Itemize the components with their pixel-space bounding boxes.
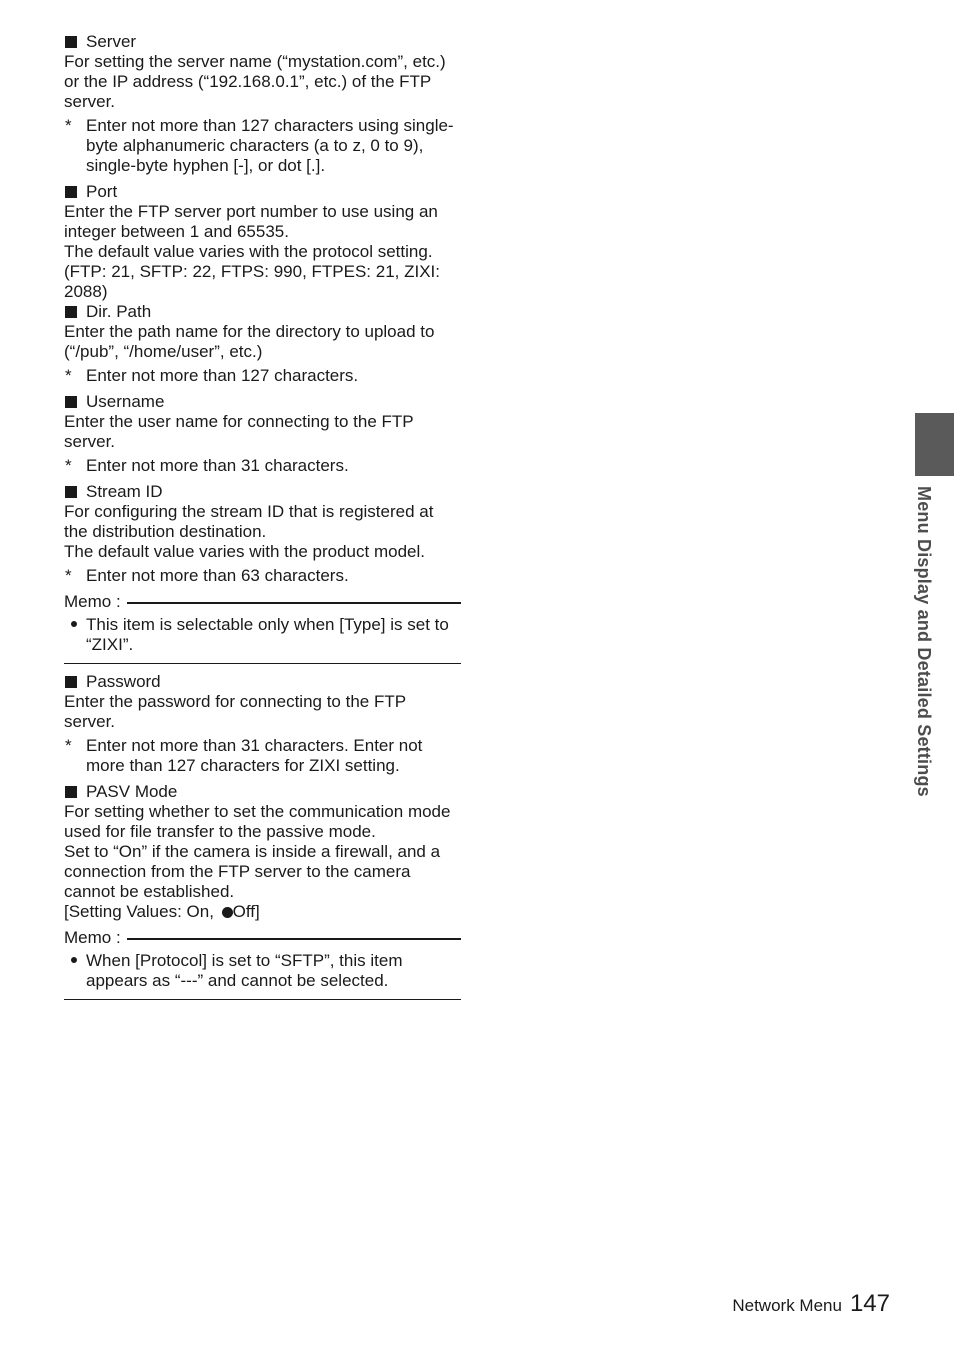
- setting-values: [Setting Values: On, Off]: [64, 902, 260, 921]
- section-text: For setting whether to set the communication mode used for file transfer to the passive mode.: [64, 802, 451, 841]
- memo-box: [64, 592, 461, 664]
- section-heading: PASV Mode: [64, 782, 461, 802]
- page-number: 147: [849, 1290, 890, 1317]
- note: * Enter not more than 127 characters.: [65, 366, 359, 385]
- asterisk-icon: *: [65, 116, 72, 135]
- square-bullet-icon: [65, 396, 77, 408]
- section-text: Enter the path name for the directory to upload to (“/pub”, “/home/user”, etc.): [64, 322, 435, 361]
- memo-rule: [127, 602, 461, 604]
- section-text: The default value varies with the product model.: [64, 542, 425, 561]
- chapter-side-label: Menu Display and Detailed Settings: [914, 486, 934, 797]
- section-text: Set to “On” if the camera is inside a firewall, and a connection from the FTP server to the camera cannot be established.: [64, 842, 441, 901]
- square-bullet-icon: [65, 306, 77, 318]
- section-text: Enter the FTP server port number to use using an integer between 1 and 65535.: [64, 202, 438, 241]
- note: * Enter not more than 31 characters.: [65, 456, 349, 475]
- section-text: For configuring the stream ID that is registered at the distribution destination.: [64, 502, 434, 541]
- section-heading: Username: [64, 392, 461, 412]
- asterisk-icon: *: [65, 736, 72, 755]
- memo-header: Memo :: [64, 592, 461, 612]
- memo-box: [64, 928, 461, 1000]
- asterisk-icon: *: [65, 456, 72, 475]
- square-bullet-icon: [65, 36, 77, 48]
- section-heading: Port: [64, 182, 461, 202]
- section-server: [64, 32, 461, 176]
- section-heading: Stream ID: [64, 482, 461, 502]
- square-bullet-icon: [65, 486, 77, 498]
- section-text: The default value varies with the protocol setting. (FTP: 21, SFTP: 22, FTPS: 990, FTPES: 21, ZIXI: 2088): [64, 242, 441, 301]
- note: * Enter not more than 63 characters.: [65, 566, 349, 585]
- note: * Enter not more than 31 characters. Enter not more than 127 characters for ZIXI setting.: [65, 736, 423, 775]
- section-stream-id: [64, 482, 461, 664]
- memo-rule: [127, 938, 461, 940]
- section-text: Enter the user name for connecting to the FTP server.: [64, 412, 414, 451]
- chapter-tab: [915, 413, 954, 476]
- square-bullet-icon: [65, 676, 77, 688]
- footer-section-name: Network Menu: [732, 1296, 842, 1315]
- content-column: [64, 32, 461, 1008]
- section-text: For setting the server name (“mystation.com”, etc.) or the IP address (“192.168.0.1”, etc.) of the FTP server.: [64, 52, 446, 111]
- square-bullet-icon: [65, 786, 77, 798]
- section-heading: Dir. Path: [64, 302, 461, 322]
- memo-header: Memo :: [64, 928, 461, 948]
- asterisk-icon: *: [65, 366, 72, 385]
- section-username: [64, 392, 461, 476]
- default-marker-icon: [222, 907, 233, 918]
- memo-item: This item is selectable only when [Type] is set to “ZIXI”.: [64, 615, 461, 664]
- page-footer: [732, 1290, 890, 1318]
- section-heading: Server: [64, 32, 461, 52]
- asterisk-icon: *: [65, 566, 72, 585]
- section-port: [64, 182, 461, 302]
- bullet-dot-icon: [71, 621, 77, 627]
- section-password: [64, 672, 461, 776]
- section-text: Enter the password for connecting to the FTP server.: [64, 692, 406, 731]
- section-pasv-mode: [64, 782, 461, 1000]
- section-heading: Password: [64, 672, 461, 692]
- note: * Enter not more than 127 characters using single-byte alphanumeric characters (a to z, 0 to 9), single-byte hyphen [-], or dot [.].: [65, 116, 454, 175]
- section-dir-path: [64, 302, 461, 386]
- square-bullet-icon: [65, 186, 77, 198]
- bullet-dot-icon: [71, 957, 77, 963]
- memo-item: When [Protocol] is set to “SFTP”, this item appears as “---” and cannot be selected.: [64, 951, 461, 1000]
